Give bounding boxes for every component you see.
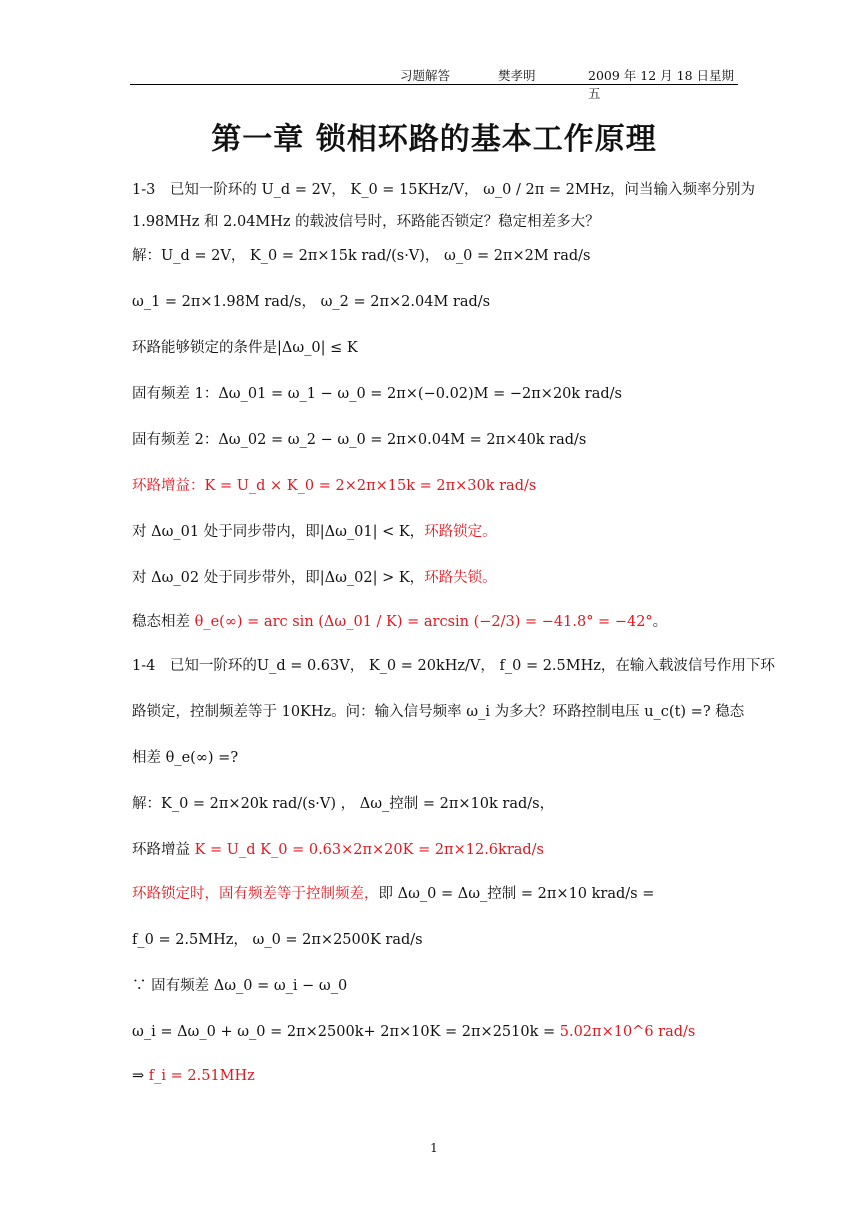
text-line: 环路增益：K = U_d × K_0 = 2×2π×15k = 2π×30k rad/s — [132, 478, 537, 494]
text-line: 解：U_d = 2V， K_0 = 2π×15k rad/(s·V)， ω_0 = 2π×2M rad/s — [132, 248, 591, 264]
header-rule — [130, 84, 738, 85]
text-line: 对 Δω_02 处于同步带外，即|Δω_02| > K，环路失锁。 — [132, 570, 497, 586]
text-line: 固有频差 2：Δω_02 = ω_2 − ω_0 = 2π×0.04M = 2π×40k rad/s — [132, 432, 587, 448]
text-line: ω_i = Δω_0 + ω_0 = 2π×2500k+ 2π×10K = 2π×2510k = 5.02π×10^6 rad/s — [132, 1024, 696, 1040]
header-section: 习题解答 — [400, 68, 451, 83]
text-line: 对 Δω_01 处于同步带内，即|Δω_01| < K，环路锁定。 — [132, 524, 497, 540]
text-line: 1-4 已知一阶环的U_d = 0.63V， K_0 = 20kHz/V， f_0 = 2.5MHz，在输入载波信号作用下环 — [132, 658, 775, 674]
text-line: 1-3 已知一阶环的 U_d = 2V， K_0 = 15KHz/V， ω_0 / 2π = 2MHz，问当输入频率分别为 — [132, 182, 755, 198]
text-line: 环路能够锁定的条件是|Δω_0| ≤ K — [132, 340, 358, 356]
text-line: ⇒ f_i = 2.51MHz — [132, 1068, 255, 1084]
text-line: ∵ 固有频差 Δω_0 = ω_i − ω_0 — [132, 978, 348, 994]
text-line: 环路锁定时，固有频差等于控制频差，即 Δω_0 = Δω_控制 = 2π×10 krad/s = — [132, 886, 655, 902]
page-header — [130, 64, 738, 101]
text-line: f_0 = 2.5MHz， ω_0 = 2π×2500K rad/s — [132, 932, 423, 948]
text-line: 稳态相差 θ_e(∞) = arc sin (Δω_01 / K) = arcsin (−2/3) = −41.8° = −42°。 — [132, 614, 668, 630]
page-number: 1 — [430, 1141, 438, 1155]
chapter-title: 第一章 锁相环路的基本工作原理 — [211, 122, 657, 157]
text-line: ω_1 = 2π×1.98M rad/s， ω_2 = 2π×2.04M rad/s — [132, 294, 491, 310]
text-line: 解：K_0 = 2π×20k rad/(s·V) ， Δω_控制 = 2π×10k rad/s， — [132, 796, 555, 812]
header-date: 2009 年 12 月 18 日星期五 — [588, 68, 734, 101]
text-line: 1.98MHz 和 2.04MHz 的载波信号时，环路能否锁定？稳定相差多大？ — [132, 214, 600, 230]
text-line: 环路增益 K = U_d K_0 = 0.63×2π×20K = 2π×12.6krad/s — [132, 842, 544, 858]
text-line: 相差 θ_e(∞) =? — [132, 750, 239, 766]
header-author: 樊孝明 — [498, 68, 536, 83]
text-line: 路锁定，控制频差等于 10KHz。问：输入信号频率 ω_i 为多大？环路控制电压 u_c(t) =? 稳态 — [132, 704, 745, 720]
text-line: 固有频差 1：Δω_01 = ω_1 − ω_0 = 2π×(−0.02)M = −2π×20k rad/s — [132, 386, 622, 402]
